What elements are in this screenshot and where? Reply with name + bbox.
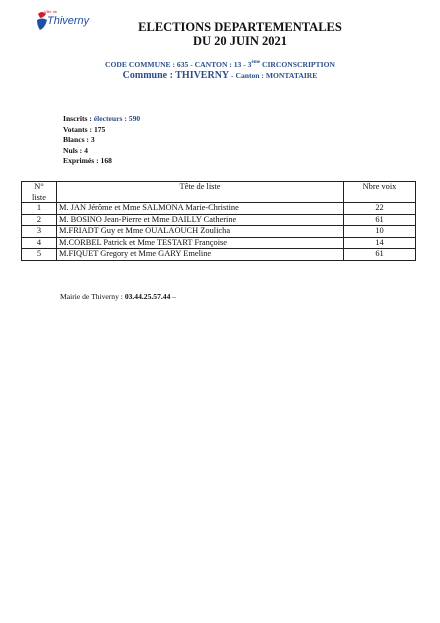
table-row — [22, 214, 416, 226]
title-line-2: DU 20 JUIN 2021 — [192, 34, 288, 48]
table-row — [22, 237, 416, 249]
results-table — [21, 181, 416, 261]
table-row — [22, 226, 416, 238]
cell-list-number: 3 — [22, 226, 57, 238]
cell-tete-de-liste: M. JAN Jérôme et Mme SALMONA Marie-Christine — [57, 203, 344, 215]
cell-nbre-voix: 22 — [344, 203, 416, 215]
stat-blancs: Blancs : 3 — [63, 135, 95, 145]
commune-line: Commune : THIVERNY - Canton : MONTATAIRE — [122, 70, 318, 81]
cell-tete-de-liste: M.FRIADT Guy et Mme OUALAOUCH Zoulicha — [57, 226, 344, 238]
header-tete-de-liste: Tête de liste — [57, 182, 344, 203]
code-commune-line: CODE COMMUNE : 635 - CANTON : 13 - 3ème CIRCONSCRIPTION — [105, 60, 335, 69]
stat-votants: Votants : 175 — [63, 124, 106, 134]
cell-nbre-voix: 61 — [344, 214, 416, 226]
cell-nbre-voix: 14 — [344, 237, 416, 249]
header-nbre-voix: Nbre voix — [344, 182, 416, 203]
table-header-row — [22, 182, 416, 203]
cell-list-number: 1 — [22, 203, 57, 215]
svg-text:Thiverny: Thiverny — [47, 15, 90, 27]
cell-list-number: 5 — [22, 249, 57, 261]
title-line-1: ELECTIONS DEPARTEMENTALES — [138, 20, 342, 34]
cell-tete-de-liste: M. BOSINO Jean-Pierre et Mme DAILLY Catherine — [57, 214, 344, 226]
stat-exprimes: Exprimés : 168 — [63, 156, 112, 166]
stat-nuls: Nuls : 4 — [63, 145, 88, 155]
footer-contact: Mairie de Thiverny : 03.44.25.57.44 – — [60, 292, 177, 301]
page-title — [0, 20, 440, 48]
cell-list-number: 2 — [22, 214, 57, 226]
cell-tete-de-liste: M.CORBEL Patrick et Mme TESTART Françoise — [57, 237, 344, 249]
table-row — [22, 249, 416, 261]
stat-inscrits: Inscrits : électeurs : 590 — [63, 114, 141, 123]
svg-text:Ville de: Ville de — [44, 9, 58, 14]
cell-nbre-voix: 10 — [344, 226, 416, 238]
footer-phone: 03.44.25.57.44 — [124, 292, 171, 301]
table-row — [22, 203, 416, 215]
vote-stats — [63, 114, 140, 167]
cell-list-number: 4 — [22, 237, 57, 249]
cell-tete-de-liste: M.FIQUET Gregory et Mme GARY Emeline — [57, 249, 344, 261]
header-list-number: N° liste — [22, 182, 57, 203]
cell-nbre-voix: 61 — [344, 249, 416, 261]
